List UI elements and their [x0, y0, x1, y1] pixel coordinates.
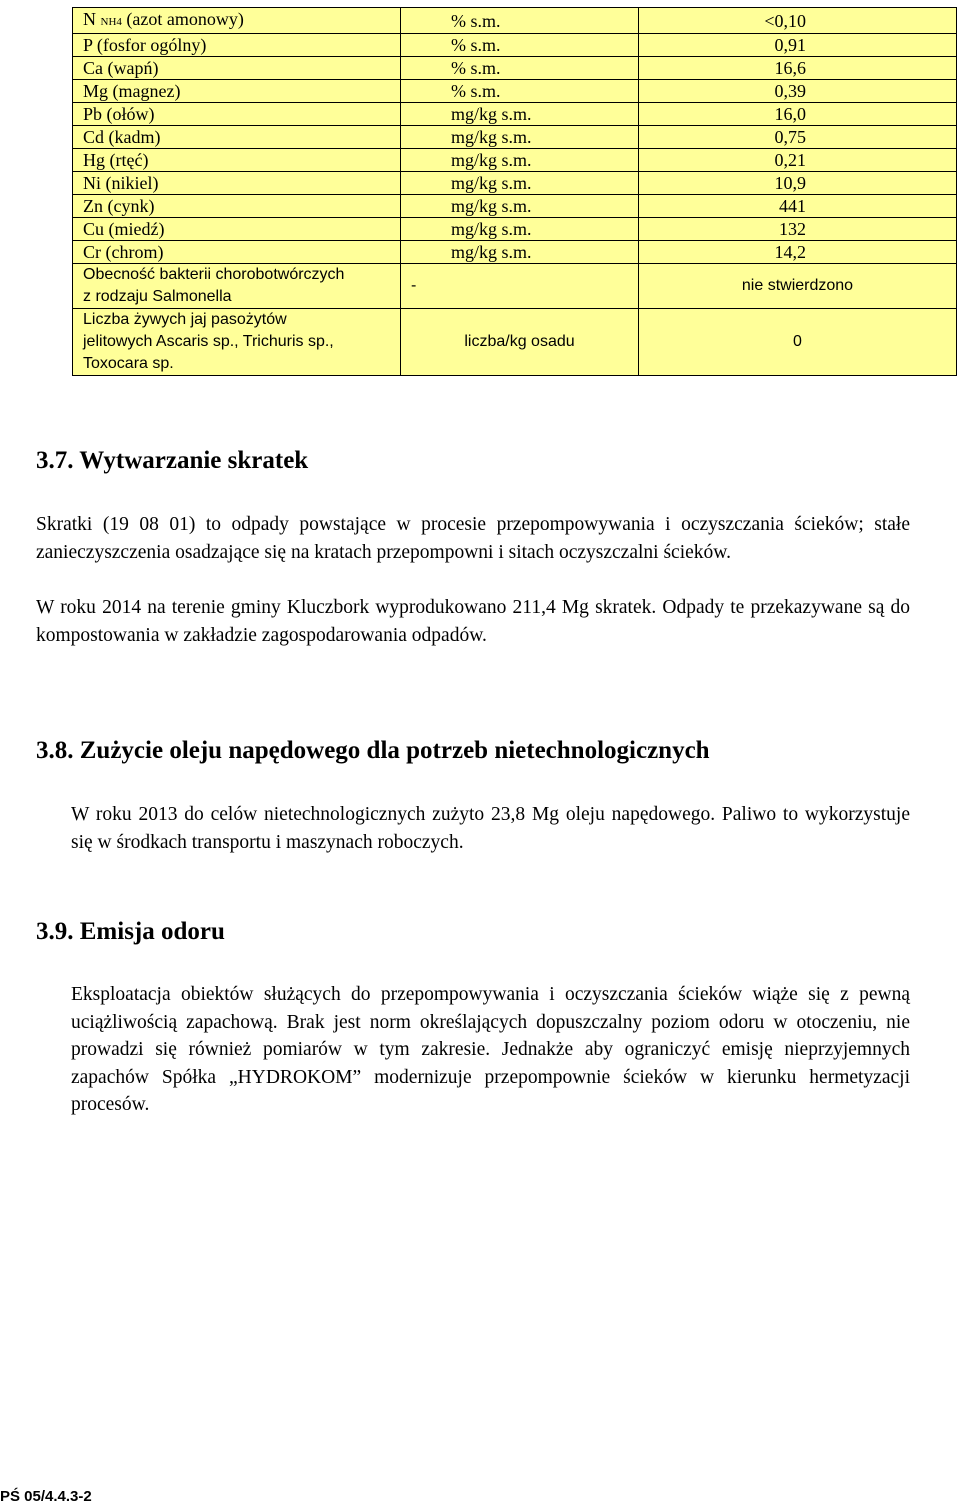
parameter-value: 0,39: [639, 80, 957, 103]
parameter-unit: -: [401, 264, 639, 309]
section-heading-3-8: 3.8. Zużycie oleju napędowego dla potrzeb nietechnologicznych: [36, 737, 710, 764]
table-row: [73, 241, 957, 264]
parameter-unit: liczba/kg osadu: [401, 309, 639, 376]
table-row-salmonella: [73, 264, 957, 309]
table-row: [73, 80, 957, 103]
parameter-unit: mg/kg s.m.: [401, 195, 639, 218]
table-row: [73, 57, 957, 80]
parameter-unit: mg/kg s.m.: [401, 103, 639, 126]
table-row: [73, 126, 957, 149]
parameter-value: 14,2: [639, 241, 957, 264]
parameter-value: 441: [639, 195, 957, 218]
parameter-name: Pb (ołów): [73, 103, 401, 126]
parameter-value: 0: [639, 309, 957, 376]
parameter-name: Cd (kadm): [73, 126, 401, 149]
section-heading-3-7: 3.7. Wytwarzanie skratek: [36, 447, 309, 474]
parameter-name: Cr (chrom): [73, 241, 401, 264]
parameter-value: 10,9: [639, 172, 957, 195]
parameter-name: N NH4 (azot amonowy): [73, 8, 401, 34]
parameter-name: Cu (miedź): [73, 218, 401, 241]
table-row: [73, 218, 957, 241]
parameter-value: 132: [639, 218, 957, 241]
parameter-value: 0,21: [639, 149, 957, 172]
table-row: [73, 103, 957, 126]
parameter-value: 16,6: [639, 57, 957, 80]
parameter-value: 16,0: [639, 103, 957, 126]
parameter-name: Liczba żywych jaj pasożytów jelitowych Ascaris sp., Trichuris sp., Toxocara sp.: [73, 309, 401, 376]
parameter-unit: mg/kg s.m.: [401, 218, 639, 241]
parameter-name: Mg (magnez): [73, 80, 401, 103]
table-row: [73, 149, 957, 172]
parameter-unit: mg/kg s.m.: [401, 241, 639, 264]
table-row: [73, 195, 957, 218]
table-row: [73, 172, 957, 195]
table-row-parasites: [73, 309, 957, 376]
parameter-unit: mg/kg s.m.: [401, 149, 639, 172]
parameter-name: Ni (nikiel): [73, 172, 401, 195]
parameter-value: 0,75: [639, 126, 957, 149]
parameter-unit: mg/kg s.m.: [401, 172, 639, 195]
section-3-9-paragraph-1: Eksploatacja obiektów służących do przepompowywania i oczyszczania ścieków wiąże się z pewną uciążliwością zapachową. Brak jest norm określających dopuszczalny poziom odoru w otoczeniu, nie prowadzi się również pomiarów w tym zakresie. Jednakże aby ograniczyć emisję nieprzyjemnych zapachów Spółka „HYDROKOM” modernizuje przepompownie ścieków w kierunku hermetyzacji procesów.: [71, 984, 910, 1115]
section-heading-3-9: 3.9. Emisja odoru: [36, 918, 225, 945]
parameter-unit: % s.m.: [401, 8, 639, 34]
parameter-name: Zn (cynk): [73, 195, 401, 218]
parameter-unit: mg/kg s.m.: [401, 126, 639, 149]
page-footer-code: PŚ 05/4.4.3-2: [0, 1488, 92, 1505]
parameter-value: <0,10: [639, 8, 957, 34]
parameter-value: 0,91: [639, 34, 957, 57]
section-3-8-paragraph-1: W roku 2013 do celów nietechnologicznych zużyto 23,8 Mg oleju napędowego. Paliwo to wykorzystuje się w środkach transportu i maszynach roboczych.: [71, 804, 910, 853]
section-3-7-paragraph-1: Skratki (19 08 01) to odpady powstające w procesie przepompowywania i oczyszczania ścieków; stałe zanieczyszczenia osadzające się na kratach przepompowni i sitach oczyszczalni ścieków.: [36, 514, 910, 563]
table-row: [73, 34, 957, 57]
parameter-unit: % s.m.: [401, 34, 639, 57]
section-3-7-paragraph-2: W roku 2014 na terenie gminy Kluczbork wyprodukowano 211,4 Mg skratek. Odpady te przekazywane są do kompostowania w zakładzie zagospodarowania odpadów.: [36, 597, 910, 646]
parameter-name: Obecność bakterii chorobotwórczych z rodzaju Salmonella: [73, 264, 401, 309]
parameter-name: Hg (rtęć): [73, 149, 401, 172]
parameter-unit: % s.m.: [401, 80, 639, 103]
parameter-name: P (fosfor ogólny): [73, 34, 401, 57]
parameter-value: nie stwierdzono: [639, 264, 957, 309]
table-row: [73, 8, 957, 34]
parameter-unit: % s.m.: [401, 57, 639, 80]
sludge-parameters-table: [72, 7, 957, 376]
parameter-name: Ca (wapń): [73, 57, 401, 80]
